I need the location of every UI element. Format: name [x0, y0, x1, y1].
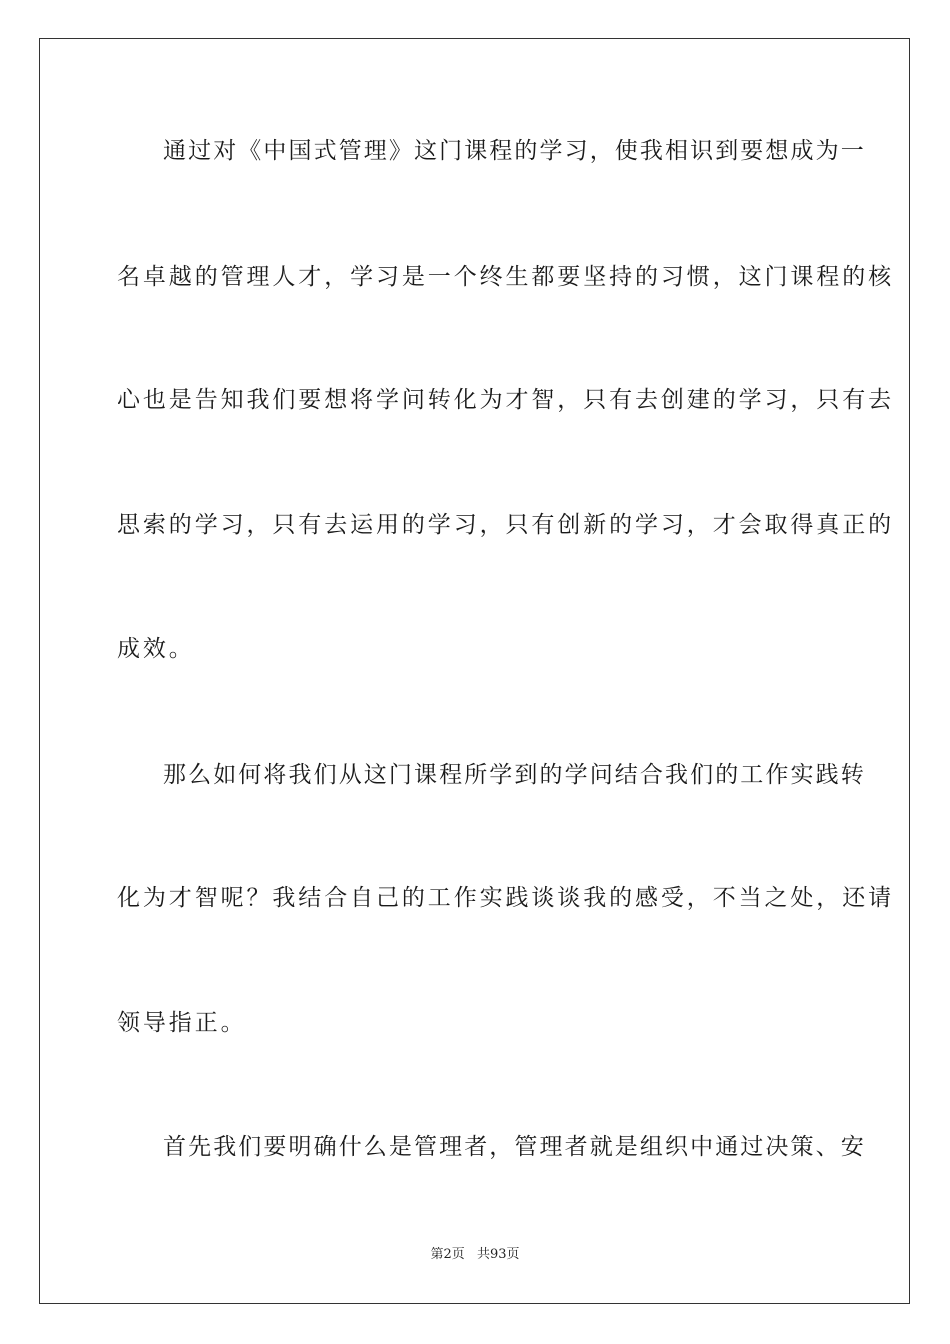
page-number: 第2页: [430, 1247, 465, 1262]
paragraph-1-line-3: 心也是告知我们要想将学问转化为才智，只有去创建的学习，只有去: [117, 387, 894, 413]
page-border: [39, 38, 910, 1304]
paragraph-1-line-1: 通过对《中国式管理》这门课程的学习，使我相识到要想成为一: [163, 138, 866, 164]
paragraph-2-line-2: 化为才智呢？我结合自己的工作实践谈谈我的感受，不当之处，还请: [117, 885, 894, 911]
paragraph-2-line-1: 那么如何将我们从这门课程所学到的学问结合我们的工作实践转: [163, 762, 866, 788]
page-total: 共93页: [476, 1247, 520, 1262]
page-footer: [0, 1246, 950, 1264]
paragraph-1-line-5: 成效。: [117, 636, 195, 662]
paragraph-1-line-2: 名卓越的管理人才，学习是一个终生都要坚持的习惯，这门课程的核: [117, 264, 894, 290]
paragraph-2-line-3: 领导指正。: [117, 1010, 247, 1036]
paragraph-3-line-1: 首先我们要明确什么是管理者，管理者就是组织中通过决策、安: [163, 1134, 866, 1160]
paragraph-1-line-4: 思索的学习，只有去运用的学习，只有创新的学习，才会取得真正的: [117, 512, 894, 538]
